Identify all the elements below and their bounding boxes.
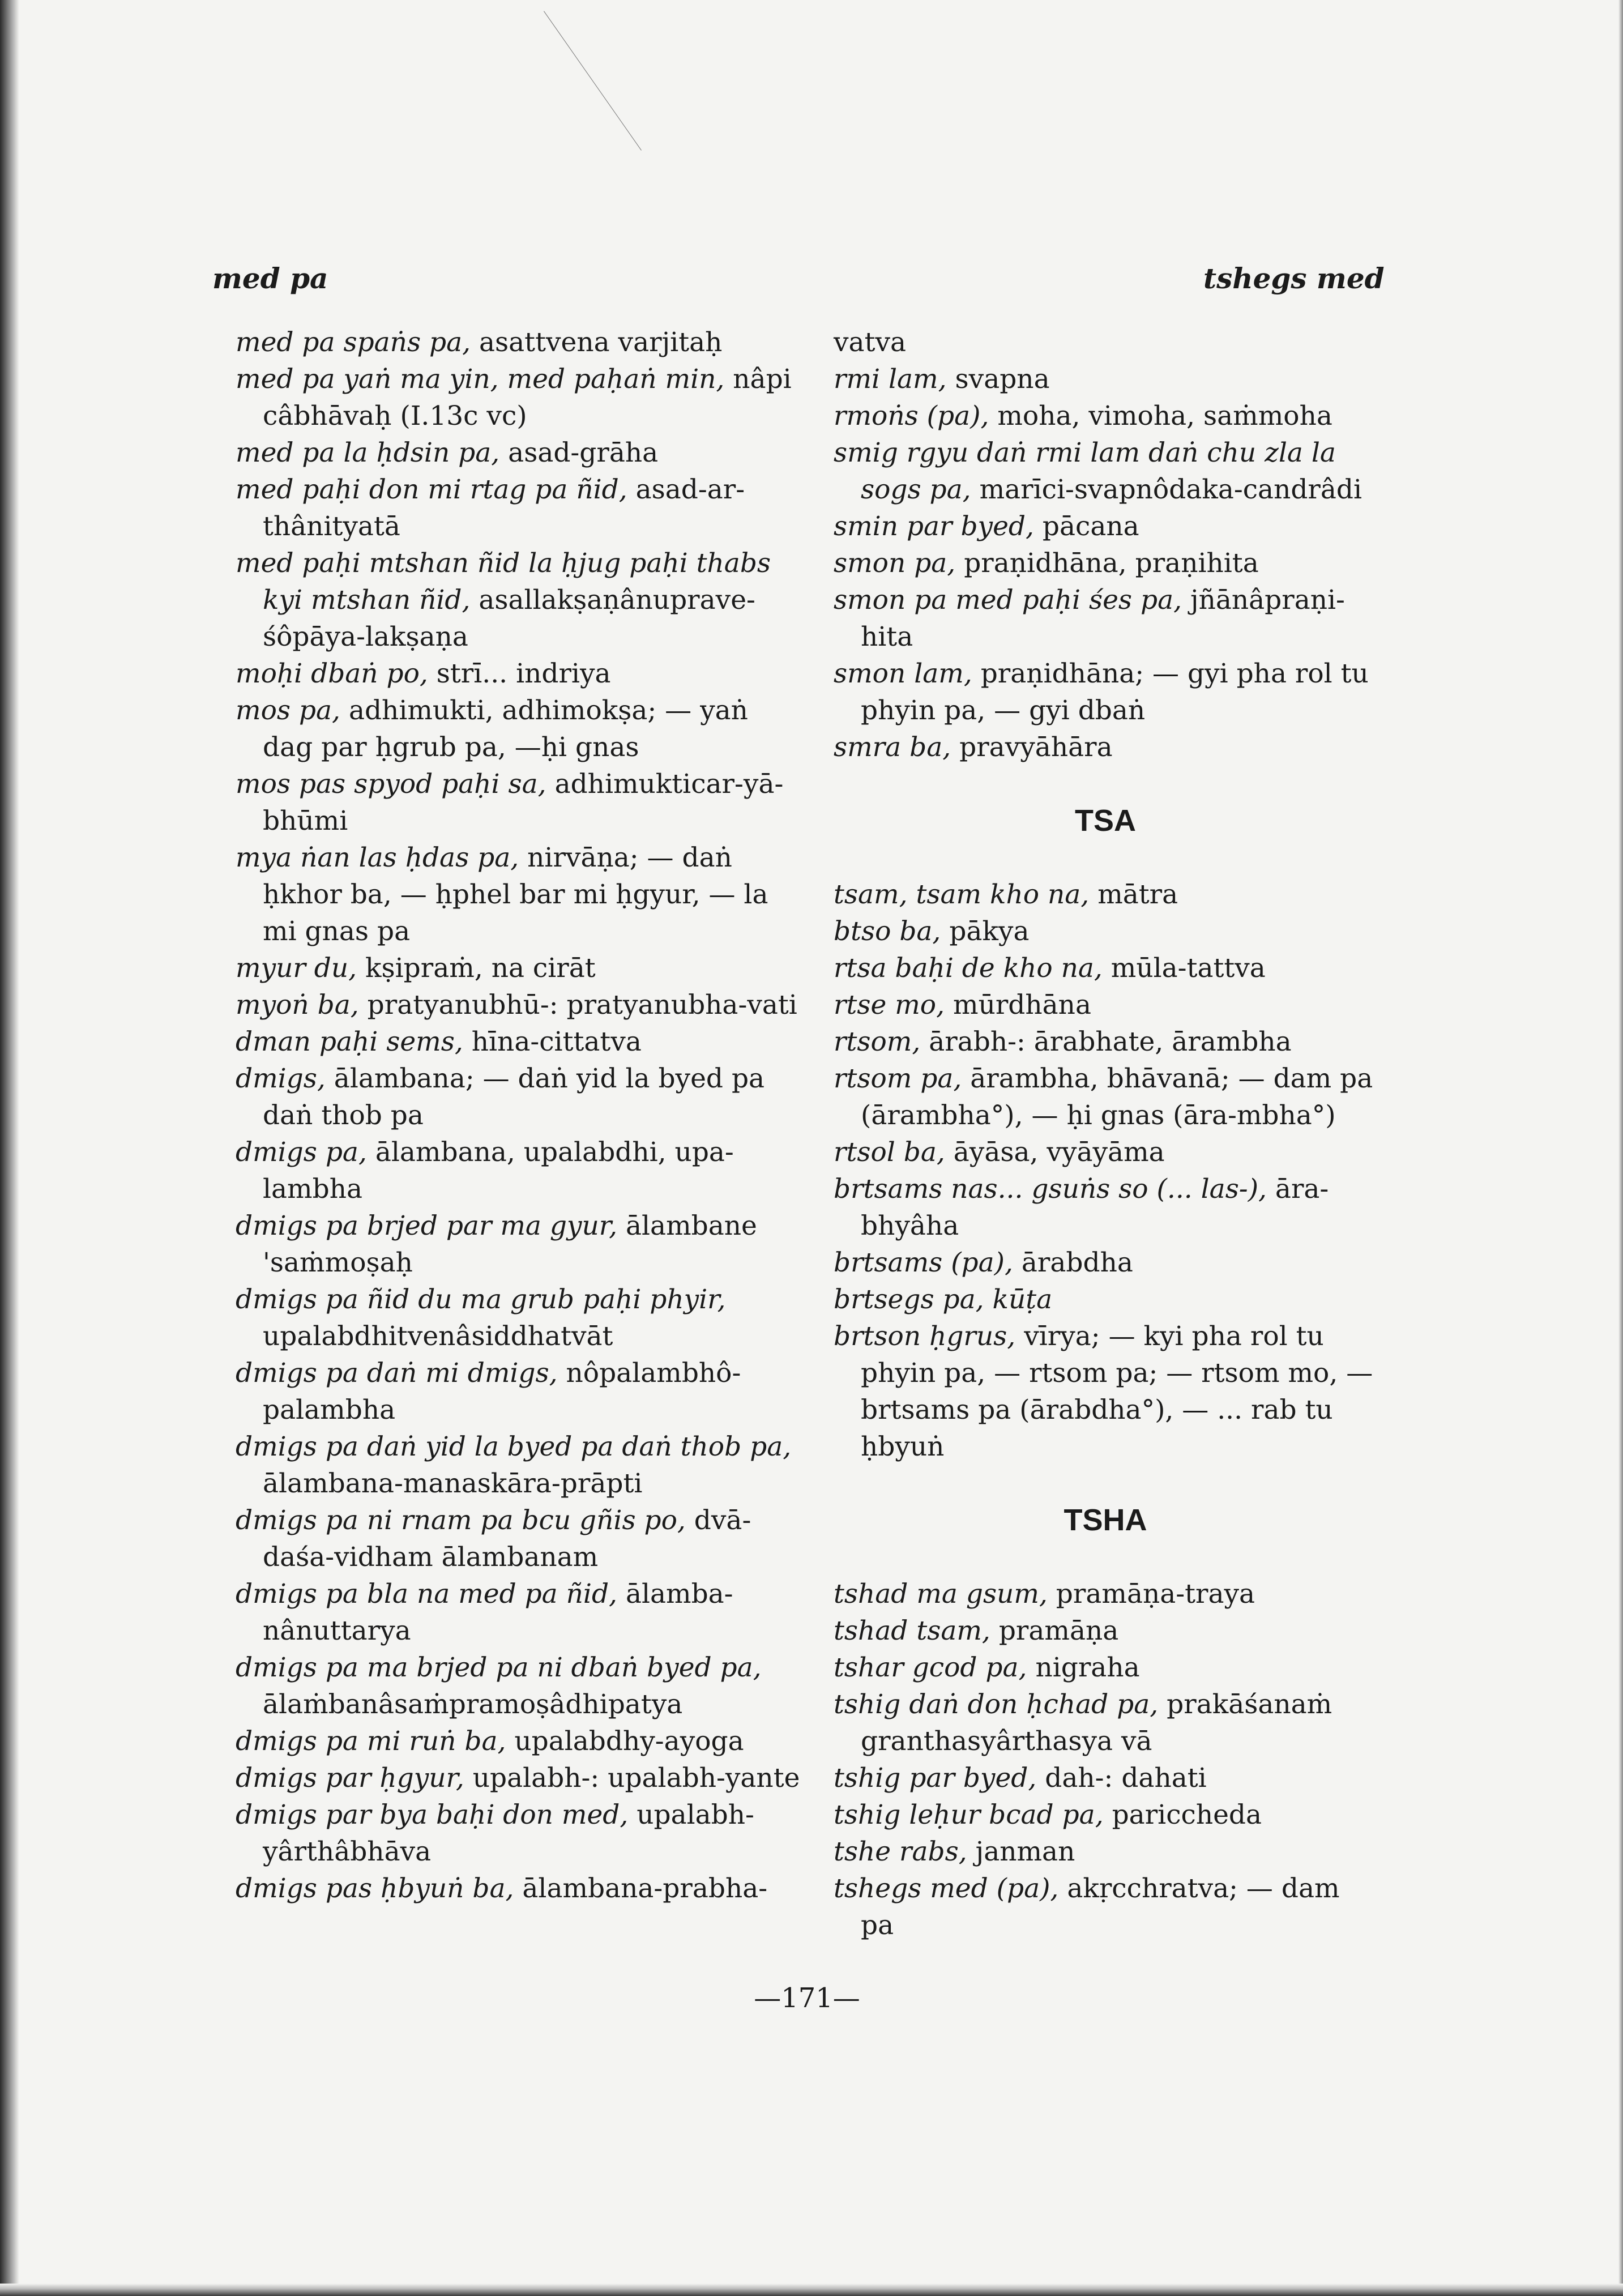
entry-term: moḥi dbaṅ po, <box>236 658 428 689</box>
entry-gloss: nigraha <box>1035 1652 1140 1683</box>
right-column <box>834 324 1377 1944</box>
dictionary-entry <box>834 876 1377 913</box>
dictionary-entry <box>236 1134 802 1207</box>
dictionary-entry <box>236 1207 802 1281</box>
entry-gloss: pācana <box>1042 511 1139 542</box>
dictionary-entry <box>236 471 802 545</box>
entry-gloss: marīci-svapnôdaka-candrâdi <box>979 474 1363 505</box>
entry-term: dmigs pa daṅ mi dmigs, <box>236 1358 558 1389</box>
tsha-entries <box>834 1576 1377 1944</box>
dictionary-entry <box>236 655 802 692</box>
dictionary-entry <box>834 1134 1377 1171</box>
section-title-tsha: TSHA <box>1064 1503 1147 1537</box>
entry-term: dmigs pa ma brjed pa ni dbaṅ byed pa, <box>236 1652 762 1683</box>
entry-term: dmigs pa ñid du ma grub paḥi phyir, <box>236 1284 726 1315</box>
entry-term: rtsom pa, <box>834 1063 962 1094</box>
entry-gloss: upalabh-yârthâbhāva <box>263 1799 754 1867</box>
dictionary-entry <box>834 582 1377 655</box>
right-column-entries <box>834 324 1377 766</box>
scan-right-edge <box>1618 0 1623 2296</box>
entry-term: med pa spaṅs pa, <box>236 327 471 358</box>
entry-gloss: ārabdha <box>1021 1247 1133 1278</box>
dictionary-entry <box>236 1060 802 1134</box>
entry-term: dman paḥi sems, <box>236 1026 463 1057</box>
running-head-right: tshegs med <box>1203 262 1385 295</box>
entry-gloss: pariccheda <box>1112 1799 1262 1830</box>
dictionary-entry <box>236 545 802 655</box>
entry-gloss: janman <box>975 1836 1075 1867</box>
entry-gloss: āra-bhyâha <box>861 1173 1329 1241</box>
entry-term: rmi lam, <box>834 364 947 395</box>
entry-gloss: āyāsa, vyāyāma <box>953 1137 1165 1168</box>
entry-term: brtsams (pa), <box>834 1247 1013 1278</box>
entry-term: rtsom, <box>834 1026 921 1057</box>
entry-term: rtse mo, <box>834 989 945 1021</box>
dictionary-entry <box>834 655 1377 729</box>
dictionary-entry <box>834 361 1377 398</box>
entry-term: smon lam, <box>834 658 972 689</box>
dictionary-entry <box>834 508 1377 545</box>
entry-term: smin par byed, <box>834 511 1034 542</box>
entry-term: dmigs, <box>236 1063 326 1094</box>
dictionary-entry <box>834 1318 1377 1465</box>
dictionary-entry <box>834 1870 1377 1944</box>
dictionary-entry <box>834 1649 1377 1686</box>
entry-term: rmoṅs (pa), <box>834 400 989 432</box>
entry-gloss: strī... indriya <box>436 658 611 689</box>
dictionary-entry <box>236 987 802 1023</box>
entry-term: rtsol ba, <box>834 1137 945 1168</box>
entry-term: tshegs med (pa), <box>834 1873 1059 1904</box>
scan-left-edge <box>0 0 19 2296</box>
section-title-tsa: TSA <box>1075 804 1136 838</box>
entry-term: dmigs pa bla na med pa ñid, <box>236 1578 617 1610</box>
entry-gloss: ālaṁbanâsaṁpramoṣâdhipatya <box>263 1689 683 1720</box>
dictionary-entry <box>834 398 1377 434</box>
entry-term: dmigs pa ni rnam pa bcu gñis po, <box>236 1505 686 1536</box>
entry-gloss: ālamba-nânuttarya <box>263 1578 733 1646</box>
entry-term: tshar gcod pa, <box>834 1652 1027 1683</box>
entry-term: mya ṅan las ḥdas pa, <box>236 842 519 873</box>
dictionary-entry <box>236 1428 802 1502</box>
entry-term: brtsegs pa, kūṭa <box>834 1284 1053 1315</box>
entry-term: med paḥi don mi rtag pa ñid, <box>236 474 627 505</box>
entry-term: dmigs pas ḥbyuṅ ba, <box>236 1873 514 1904</box>
entry-term: smig rgyu daṅ rmi lam daṅ chu zla la sogs pa, <box>834 437 1336 505</box>
entry-term: rtsa baḥi de kho na, <box>834 953 1103 984</box>
dictionary-entry <box>834 729 1377 766</box>
entry-gloss: mātra <box>1097 879 1178 910</box>
entry-gloss: asallakṣaṇânuprave-śôpāya-lakṣaṇa <box>263 584 755 652</box>
entry-gloss: pratyanubhū-: pratyanubha-vati <box>367 989 797 1021</box>
dictionary-entry <box>834 1833 1377 1870</box>
dictionary-entry <box>236 1870 802 1907</box>
dictionary-entry <box>834 913 1377 950</box>
entry-term: smra ba, <box>834 732 951 763</box>
entry-gloss: ālambana; — daṅ yid la byed pa daṅ thob pa <box>263 1063 765 1131</box>
entry-gloss: nâpi câbhāvaḥ (I.13c vc) <box>263 364 792 432</box>
dictionary-entry <box>834 1171 1377 1244</box>
dictionary-entry <box>236 692 802 766</box>
entry-gloss: nirvāṇa; — daṅ ḥkhor ba, — ḥphel bar mi ḥgyur, — la mi gnas pa <box>263 842 768 947</box>
entry-term: myur du, <box>236 953 357 984</box>
entry-term: dmigs pa brjed par ma gyur, <box>236 1210 618 1241</box>
dictionary-entry <box>834 1760 1377 1796</box>
entry-gloss: dah-: dahati <box>1045 1762 1207 1794</box>
entry-gloss: pravyāhāra <box>959 732 1113 763</box>
entry-gloss: mūla-tattva <box>1111 953 1266 984</box>
entry-term: med paḥi mtshan ñid la ḥjug paḥi thabs kyi mtshan ñid, <box>236 548 771 616</box>
entry-gloss: pramāṇa <box>998 1615 1119 1646</box>
entry-term: tshig par byed, <box>834 1762 1037 1794</box>
entry-gloss: upalabdhy-ayoga <box>514 1726 744 1757</box>
dictionary-entry <box>236 361 802 434</box>
paper-fold-line <box>544 11 642 150</box>
entry-gloss: nôpalambhô-palambha <box>263 1358 741 1426</box>
entry-gloss: mūrdhāna <box>953 989 1091 1021</box>
entry-gloss: akṛcchratva; — dam pa <box>861 1873 1340 1941</box>
entry-gloss: adhimukti, adhimokṣa; — yaṅ dag par ḥgrub pa, —ḥi gnas <box>263 695 748 763</box>
entry-term: brtson ḥgrus, <box>834 1321 1016 1352</box>
entry-gloss: vatva <box>834 327 907 358</box>
entry-gloss: pākya <box>949 916 1030 947</box>
tsa-entries <box>834 876 1377 1465</box>
entry-gloss: praṇidhāna; — gyi pha rol tu phyin pa, — gyi dbaṅ <box>861 658 1369 726</box>
scan-bottom-edge <box>0 2284 1623 2296</box>
entry-gloss: svapna <box>955 364 1050 395</box>
dictionary-entry <box>834 1244 1377 1281</box>
entry-term: med pa la ḥdsin pa, <box>236 437 500 468</box>
dictionary-entry <box>834 1686 1377 1760</box>
dictionary-entry <box>236 839 802 950</box>
entry-gloss: adhimukticar-yā-bhūmi <box>263 769 784 837</box>
entry-gloss: ālambana-manaskāra-prāpti <box>263 1468 643 1499</box>
dictionary-entry <box>236 950 802 987</box>
dictionary-entry <box>236 1281 802 1355</box>
entry-gloss: ālambana, upalabdhi, upa-lambha <box>263 1137 734 1205</box>
entry-term: dmigs par bya baḥi don med, <box>236 1799 629 1830</box>
dictionary-entry <box>834 1023 1377 1060</box>
entry-gloss: ālambana-prabha- <box>522 1873 768 1904</box>
dictionary-entry <box>834 1796 1377 1833</box>
entry-term: dmigs pa daṅ yid la byed pa daṅ thob pa, <box>236 1431 792 1462</box>
left-column <box>236 324 802 1907</box>
dictionary-entry <box>236 1649 802 1723</box>
entry-gloss: asattvena varjitaḥ <box>479 327 723 358</box>
entry-gloss: hīna-cittatva <box>471 1026 642 1057</box>
entry-term: dmigs pa, <box>236 1137 367 1168</box>
entry-term: mos pa, <box>236 695 340 726</box>
dictionary-entry <box>236 1023 802 1060</box>
entry-gloss: upalabh-: upalabh-yante <box>472 1762 800 1794</box>
dictionary-entry <box>834 545 1377 582</box>
entry-term: tshad tsam, <box>834 1615 990 1646</box>
entry-gloss: kṣipraṁ, na cirāt <box>365 953 596 984</box>
entry-term: btso ba, <box>834 916 941 947</box>
dictionary-entry <box>236 1760 802 1796</box>
entry-term: smon pa, <box>834 548 956 579</box>
entry-term: brtsams nas... gsuṅs so (... las-), <box>834 1173 1267 1205</box>
entry-term: smon pa med paḥi śes pa, <box>834 584 1182 616</box>
dictionary-entry <box>834 324 1377 361</box>
dictionary-entry <box>236 1796 802 1870</box>
entry-gloss: vīrya; — kyi pha rol tu phyin pa, — rtsom pa; — rtsom mo, — brtsams pa (ārabdha°), — ... rab tu ḥbyuṅ <box>861 1321 1373 1462</box>
dictionary-entry <box>834 1060 1377 1134</box>
dictionary-entry <box>236 1355 802 1428</box>
entry-term: med pa yaṅ ma yin, med paḥaṅ min, <box>236 364 725 395</box>
dictionary-entry <box>236 1723 802 1760</box>
dictionary-entry <box>834 1576 1377 1612</box>
entry-term: mos pas spyod paḥi sa, <box>236 769 546 800</box>
entry-gloss: praṇidhāna, praṇihita <box>964 548 1259 579</box>
entry-gloss: ārabh-: ārabhate, ārambha <box>929 1026 1292 1057</box>
dictionary-entry <box>236 324 802 361</box>
entry-gloss: ārambha, bhāvanā; — dam pa (ārambha°), — ḥi gnas (āra-mbha°) <box>861 1063 1373 1131</box>
dictionary-entry <box>236 1502 802 1576</box>
entry-term: tshe rabs, <box>834 1836 967 1867</box>
entry-gloss: pramāṇa-traya <box>1056 1578 1255 1610</box>
entry-gloss: dvā-daśa-vidham ālambanam <box>263 1505 751 1573</box>
page-number: —171— <box>754 1982 860 2014</box>
dictionary-entry <box>834 434 1377 508</box>
entry-gloss: jñānâpraṇi-hita <box>861 584 1345 652</box>
entry-gloss: asad-grāha <box>508 437 659 468</box>
entry-term: tshig daṅ don ḥchad pa, <box>834 1689 1159 1720</box>
dictionary-entry <box>236 766 802 839</box>
running-head-left: med pa <box>212 262 328 295</box>
dictionary-entry <box>834 987 1377 1023</box>
dictionary-entry <box>834 1281 1377 1318</box>
entry-gloss: ālambane 'saṁmoṣaḥ <box>263 1210 757 1278</box>
dictionary-entry <box>834 1612 1377 1649</box>
entry-gloss: asad-ar-thânityatā <box>263 474 745 542</box>
entry-term: tsam, tsam kho na, <box>834 879 1090 910</box>
entry-term: dmigs par ḥgyur, <box>236 1762 464 1794</box>
dictionary-entry <box>834 950 1377 987</box>
entry-gloss: upalabdhitvenâsiddhatvāt <box>263 1321 613 1352</box>
entry-term: tshad ma gsum, <box>834 1578 1048 1610</box>
entry-term: myoṅ ba, <box>236 989 359 1021</box>
entry-gloss: prakāśanaṁ granthasyârthasya vā <box>861 1689 1332 1757</box>
entry-gloss: moha, vimoha, saṁmoha <box>997 400 1332 432</box>
dictionary-entry <box>236 1576 802 1649</box>
dictionary-entry <box>236 434 802 471</box>
entry-term: tshig leḥur bcad pa, <box>834 1799 1104 1830</box>
entry-term: dmigs pa mi ruṅ ba, <box>236 1726 506 1757</box>
